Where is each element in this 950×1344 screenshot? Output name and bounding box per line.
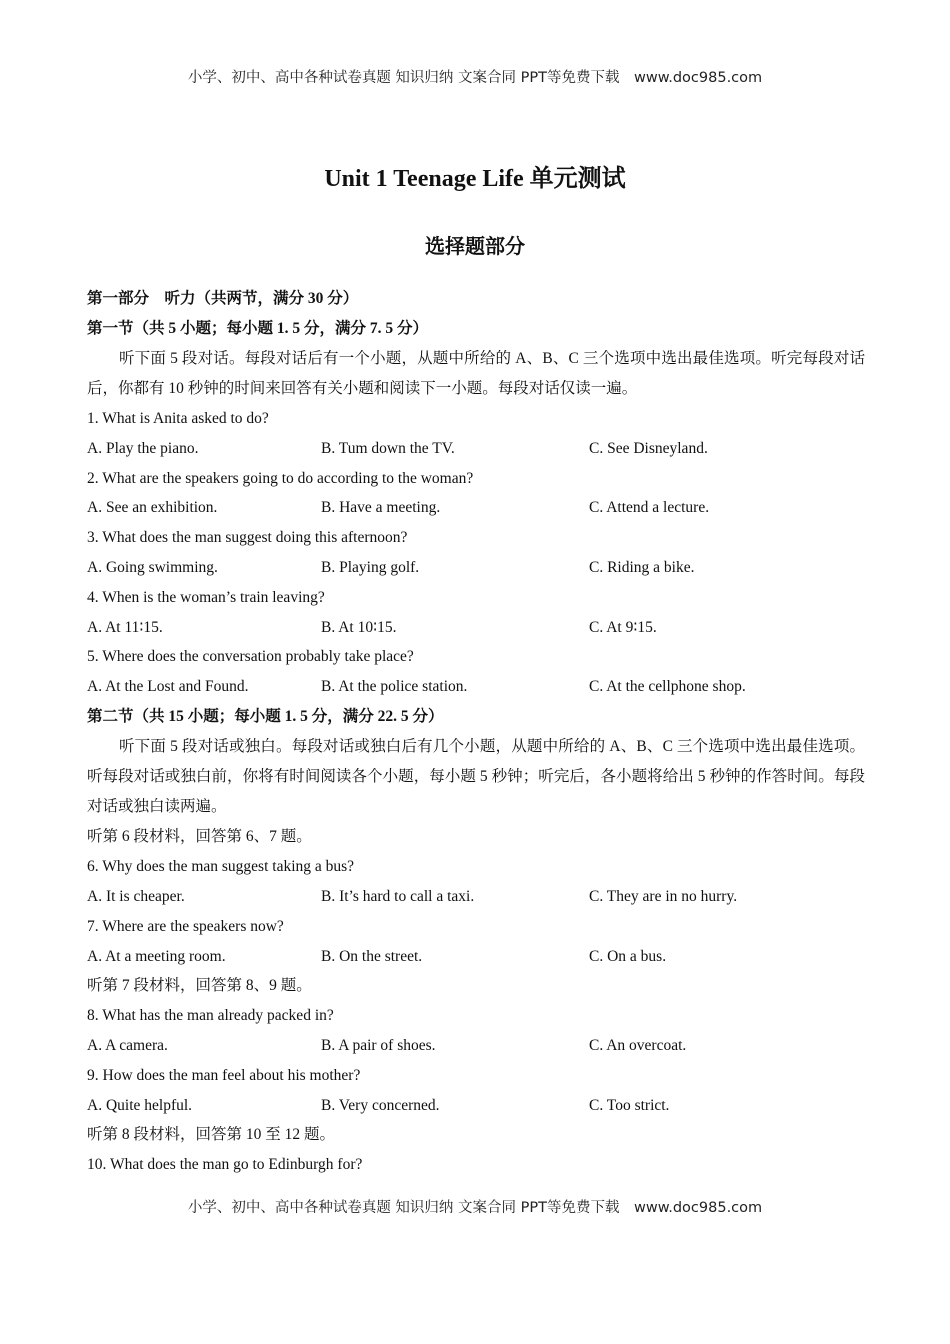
question-7: 7. Where are the speakers now?: [87, 917, 284, 935]
question-9: 9. How does the man feel about his mother?: [87, 1066, 361, 1084]
option-b: B. Playing golf.: [321, 558, 420, 576]
option-c: C. Riding a bike.: [589, 558, 695, 576]
question-5: 5. Where does the conversation probably take place?: [87, 648, 414, 666]
option-b: B. It’s hard to call a taxi.: [321, 887, 475, 905]
header-banner: 小学、初中、高中各种试卷真题 知识归纳 文案合同 PPT等免费下载 www.doc985.com: [187, 70, 763, 86]
option-a: A. Play the piano.: [87, 439, 199, 457]
question-2-options: [87, 493, 865, 523]
group-8-label: 听第 8 段材料，回答第 10 至 12 题。: [87, 1126, 336, 1144]
option-c: C. On a bus.: [589, 947, 667, 965]
question-8: 8. What has the man already packed in?: [87, 1007, 334, 1025]
option-b: B. Tum down the TV.: [321, 439, 455, 457]
question-6-options: [87, 882, 865, 912]
section1-heading: 第一节（共 5 小题；每小题 1. 5 分，满分 7. 5 分）: [87, 319, 429, 337]
question-1: 1. What is Anita asked to do?: [87, 410, 269, 427]
option-c: C. They are in no hurry.: [589, 887, 738, 905]
question-5-options: [87, 672, 865, 702]
question-3: 3. What does the man suggest doing this afternoon?: [87, 529, 408, 547]
option-b: B. At the police station.: [321, 678, 468, 696]
option-c: C. Attend a lecture.: [589, 499, 710, 517]
option-b: B. At 10∶15.: [321, 618, 397, 636]
question-3-options: [87, 553, 865, 583]
question-10: 10. What does the man go to Edinburgh for?: [87, 1156, 363, 1174]
option-b: B. A pair of shoes.: [321, 1036, 436, 1054]
question-8-options: [87, 1031, 865, 1061]
question-9-options: [87, 1091, 865, 1121]
option-a: A. Going swimming.: [87, 558, 218, 576]
option-c: C. At 9∶15.: [589, 618, 657, 636]
option-a: A. It is cheaper.: [87, 887, 185, 905]
option-c: C. See Disneyland.: [589, 439, 708, 457]
exam-content: [87, 284, 865, 1180]
option-b: B. On the street.: [321, 947, 423, 965]
option-a: A. Quite helpful.: [87, 1096, 193, 1114]
option-b: B. Have a meeting.: [321, 499, 441, 517]
group-6-label: 听第 6 段材料，回答第 6、7 题。: [87, 828, 312, 846]
option-a: A. At the Lost and Found.: [87, 678, 249, 696]
question-1-options: [87, 434, 865, 464]
group-7-label: 听第 7 段材料，回答第 8、9 题。: [87, 977, 312, 995]
question-6: 6. Why does the man suggest taking a bus?: [87, 858, 355, 876]
question-4-options: [87, 613, 865, 643]
section2-instructions: 听下面 5 段对话或独白。每段对话或独白后有几个小题，从题中所给的 A、B、C 三个选项中选出最佳选项。听每段对话或独白前，你将有时间阅读各个小题，每小题 5 秒钟；听完后，各小题将给出 5 秒钟的作答时间。每段对话或独白读两遍。: [87, 737, 865, 816]
option-a: A. At 11∶15.: [87, 618, 163, 636]
option-a: A. At a meeting room.: [87, 947, 226, 965]
option-b: B. Very concerned.: [321, 1096, 440, 1114]
option-a: A. See an exhibition.: [87, 499, 218, 517]
option-c: C. At the cellphone shop.: [589, 678, 746, 696]
page-title: Unit 1 Teenage Life 单元测试: [324, 166, 626, 192]
option-a: A. A camera.: [87, 1036, 168, 1054]
question-7-options: [87, 942, 865, 972]
question-2: 2. What are the speakers going to do according to the woman?: [87, 469, 474, 487]
section1-instructions: 听下面 5 段对话。每段对话后有一个小题，从题中所给的 A、B、C 三个选项中选出最佳选项。听完每段对话后，你都有 10 秒钟的时间来回答有关小题和阅读下一小题。每段对话仅读一遍。: [87, 349, 865, 397]
option-c: C. Too strict.: [589, 1096, 670, 1114]
part1-heading: 第一部分 听力（共两节，满分 30 分）: [87, 290, 359, 307]
question-4: 4. When is the woman’s train leaving?: [87, 588, 325, 606]
section2-heading: 第二节（共 15 小题；每小题 1. 5 分，满分 22. 5 分）: [87, 707, 444, 725]
page-subtitle: 选择题部分: [425, 236, 525, 258]
option-c: C. An overcoat.: [589, 1036, 687, 1054]
footer-banner: 小学、初中、高中各种试卷真题 知识归纳 文案合同 PPT等免费下载 www.doc985.com: [187, 1200, 763, 1216]
